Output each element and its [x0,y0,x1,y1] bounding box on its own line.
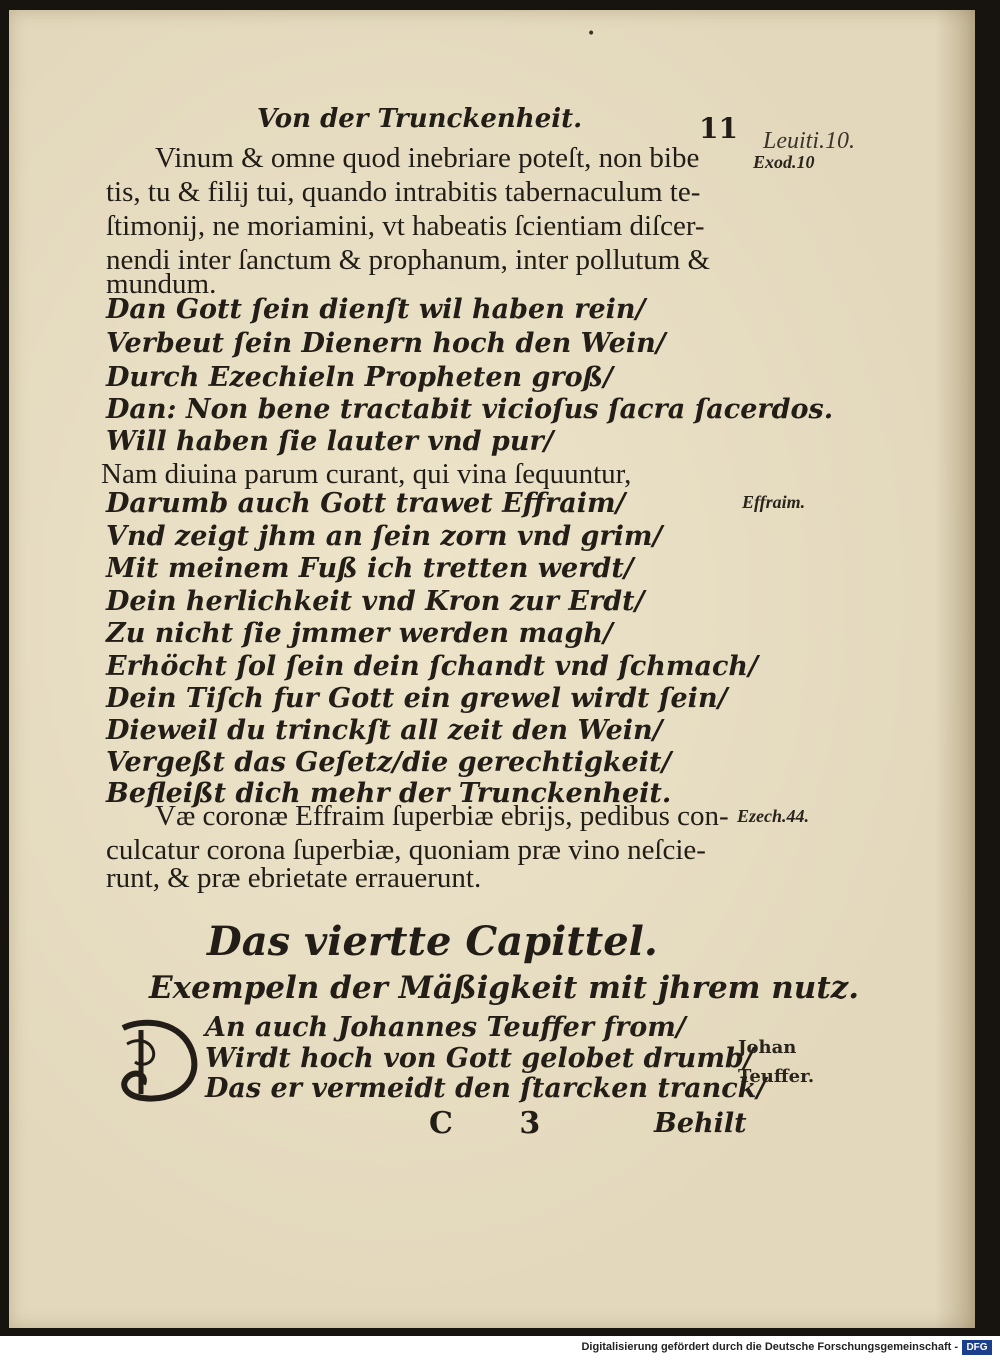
verse-line: Wirdt hoch von Gott gelobet drumb/ [205,1043,754,1074]
latin-line: Væ coronæ Effraim ſuperbiæ ebrijs, pedibus con- [155,800,729,832]
latin-line: Vinum & omne quod inebriare poteſt, non bibe [155,142,700,174]
verse-line: Mit meinem Fuß ich tretten werdt/ [106,553,634,584]
verse-line: Will haben ſie lauter vnd pur/ [106,426,554,457]
margin-note-johan: Johan [738,1037,797,1058]
latin-line: ſtimonij, ne moriamini, vt habeatis ſcientiam diſcer- [106,210,705,242]
catchword: Behilt [654,1108,747,1139]
margin-note-effraim: Effraim. [742,492,806,512]
verse-line: An auch Johannes Teuffer from/ [205,1012,686,1043]
initial-flourish-icon [113,1014,203,1106]
handwritten-margin-note: Leuiti.10. [763,128,856,154]
page-gutter-shadow [935,10,975,1328]
latin-line: mundum. [106,268,217,300]
margin-note-ezech: Ezech.44. [737,806,809,826]
latin-line: tis, tu & filij tui, quando intrabitis tabernaculum te- [106,176,701,208]
verse-line: Dein herlichkeit vnd Kron zur Erdt/ [106,586,645,617]
verse-line: Dein Tiſch fur Gott ein grewel wirdt ſein/ [106,683,728,714]
latin-verse-line: Nam diuina parum curant, qui vina ſequuntur, [101,458,632,490]
footer-credit: Digitalisierung gefördert durch die Deutsche Forschungsgemeinschaft - [581,1341,958,1353]
verse-line: Befleißt dich mehr der Trunckenheit. [106,778,672,809]
signature-mark: C 3 [429,1106,569,1141]
latin-line: runt, & præ ebrietate errauerunt. [106,862,482,894]
decorated-initial [113,1014,203,1106]
book-page [9,10,975,1328]
ink-speck: • [587,26,596,42]
verse-line: Durch Ezechieln Propheten groß/ [106,362,614,393]
latin-line: nendi inter ſanctum & prophanum, inter pollutum & [106,244,711,276]
chapter-subtitle: Exempeln der Mäßigkeit mit jhrem nutz. [149,970,860,1006]
verse-line: Verbeut ſein Dienern hoch den Wein/ [106,328,666,359]
verse-line: Dieweil du trinckſt all zeit den Wein/ [106,715,663,746]
page-number: 11 [699,112,738,145]
digitization-footer [0,1336,1000,1360]
margin-note-exod: Exod.10 [753,152,815,172]
verse-line-mixed: Dan: Non bene tractabit vicioſus ſacra ſacerdos. [106,394,834,425]
running-title: Von der Trunckenheit. [257,104,583,134]
verse-line: Das er vermeidt den ſtarcken tranck/ [205,1073,767,1104]
verse-line: Dan Gott ſein dienſt wil haben rein/ [106,294,646,325]
chapter-title: Das viertte Capittel. [207,918,658,965]
margin-note-teuffer: Teuffer. [738,1066,815,1087]
verse-line: Zu nicht ſie jmmer werden magh/ [106,618,613,649]
verse-line: Erhöcht ſol ſein dein ſchandt vnd ſchmach/ [106,651,758,682]
verse-line: Vnd zeigt jhm an ſein zorn vnd grim/ [106,521,663,552]
dfg-logo: DFG [962,1340,992,1355]
verse-line: Darumb auch Gott trawet Effraim/ [106,488,626,519]
verse-line: Vergeßt das Geſetz/die gerechtigkeit/ [106,747,672,778]
latin-line: culcatur corona ſuperbiæ, quoniam præ vino neſcie- [106,834,706,866]
